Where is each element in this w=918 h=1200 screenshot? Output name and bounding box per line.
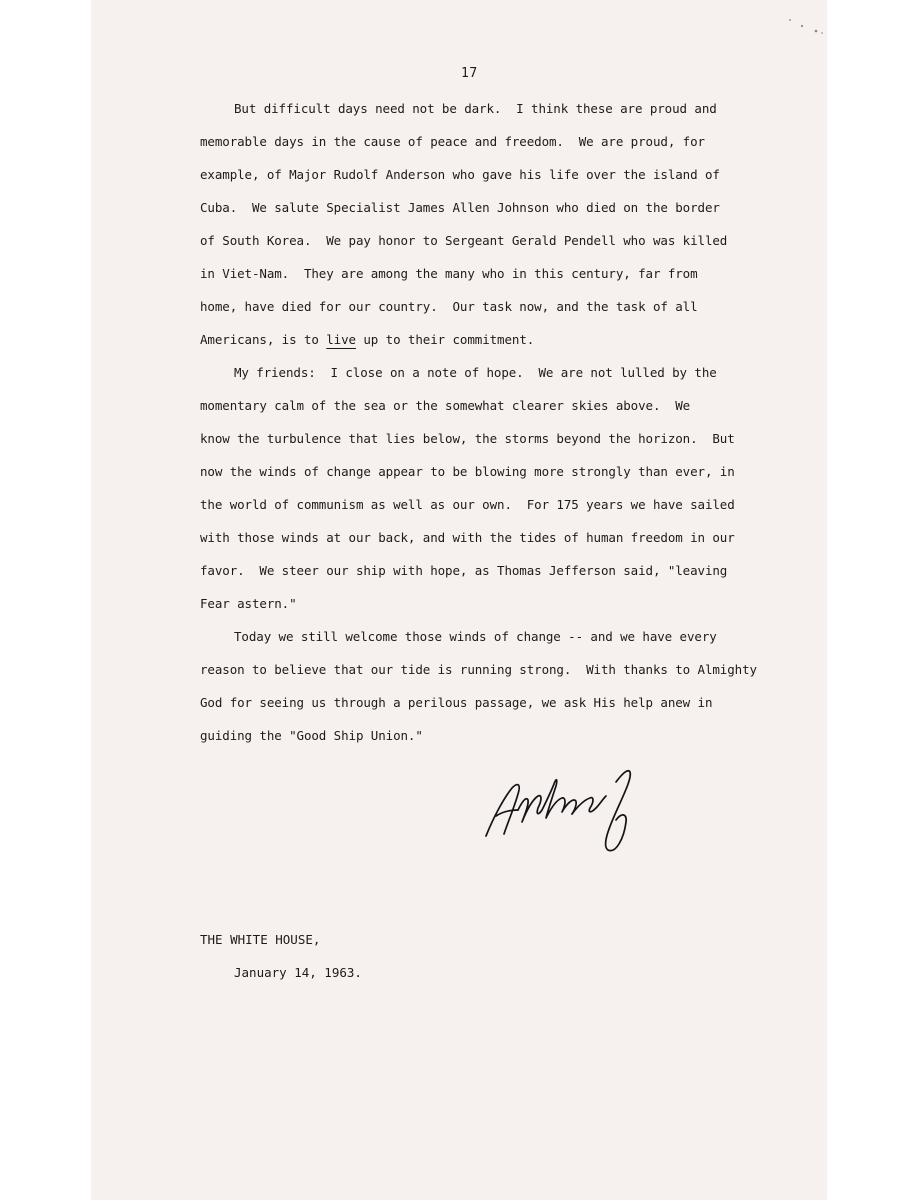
text-line: reason to believe that our tide is running strong. With thanks to Almighty: [200, 662, 757, 677]
text-segment: up to their commitment.: [355, 332, 535, 347]
text-line: [200, 328, 760, 361]
closing-block: [200, 928, 362, 994]
paragraph-1: [200, 97, 760, 361]
page-number: 17: [461, 66, 478, 81]
text-line: Cuba. We salute Specialist James Allen Johnson who died on the border: [200, 200, 720, 215]
text-line: My friends: I close on a note of hope. We are not lulled by the: [234, 365, 717, 380]
text-line: memorable days in the cause of peace and freedom. We are proud, for: [200, 134, 705, 149]
text-line: know the turbulence that lies below, the storms beyond the horizon. But: [200, 431, 735, 446]
text-line: Today we still welcome those winds of change -- and we have every: [234, 629, 717, 644]
document-page: [92, 0, 826, 1200]
scan-specks: [786, 16, 826, 40]
text-line: now the winds of change appear to be blowing more strongly than ever, in: [200, 464, 735, 479]
text-line: Fear astern.": [200, 596, 297, 611]
closing-date: January 14, 1963.: [234, 965, 362, 980]
text-line: guiding the "Good Ship Union.": [200, 728, 423, 743]
text-line: But difficult days need not be dark. I think these are proud and: [234, 101, 717, 116]
text-segment: Americans, is to: [200, 332, 327, 347]
text-line: with those winds at our back, and with the tides of human freedom in our: [200, 530, 735, 545]
handwritten-signature: [484, 760, 654, 855]
text-line: of South Korea. We pay honor to Sergeant Gerald Pendell who was killed: [200, 233, 728, 248]
closing-place: THE WHITE HOUSE,: [200, 932, 321, 947]
text-line: in Viet-Nam. They are among the many who in this century, far from: [200, 266, 698, 281]
text-line: God for seeing us through a perilous passage, we ask His help anew in: [200, 695, 713, 710]
text-line: the world of communism as well as our own. For 175 years we have sailed: [200, 497, 735, 512]
text-line: favor. We steer our ship with hope, as Thomas Jefferson said, "leaving: [200, 563, 728, 578]
text-line: example, of Major Rudolf Anderson who gave his life over the island of: [200, 167, 720, 182]
body-text: [200, 97, 760, 757]
paragraph-3: [200, 625, 760, 757]
paragraph-2: [200, 361, 760, 625]
text-line: home, have died for our country. Our task now, and the task of all: [200, 299, 698, 314]
underlined-word: live: [326, 332, 356, 347]
text-line: momentary calm of the sea or the somewhat clearer skies above. We: [200, 398, 691, 413]
